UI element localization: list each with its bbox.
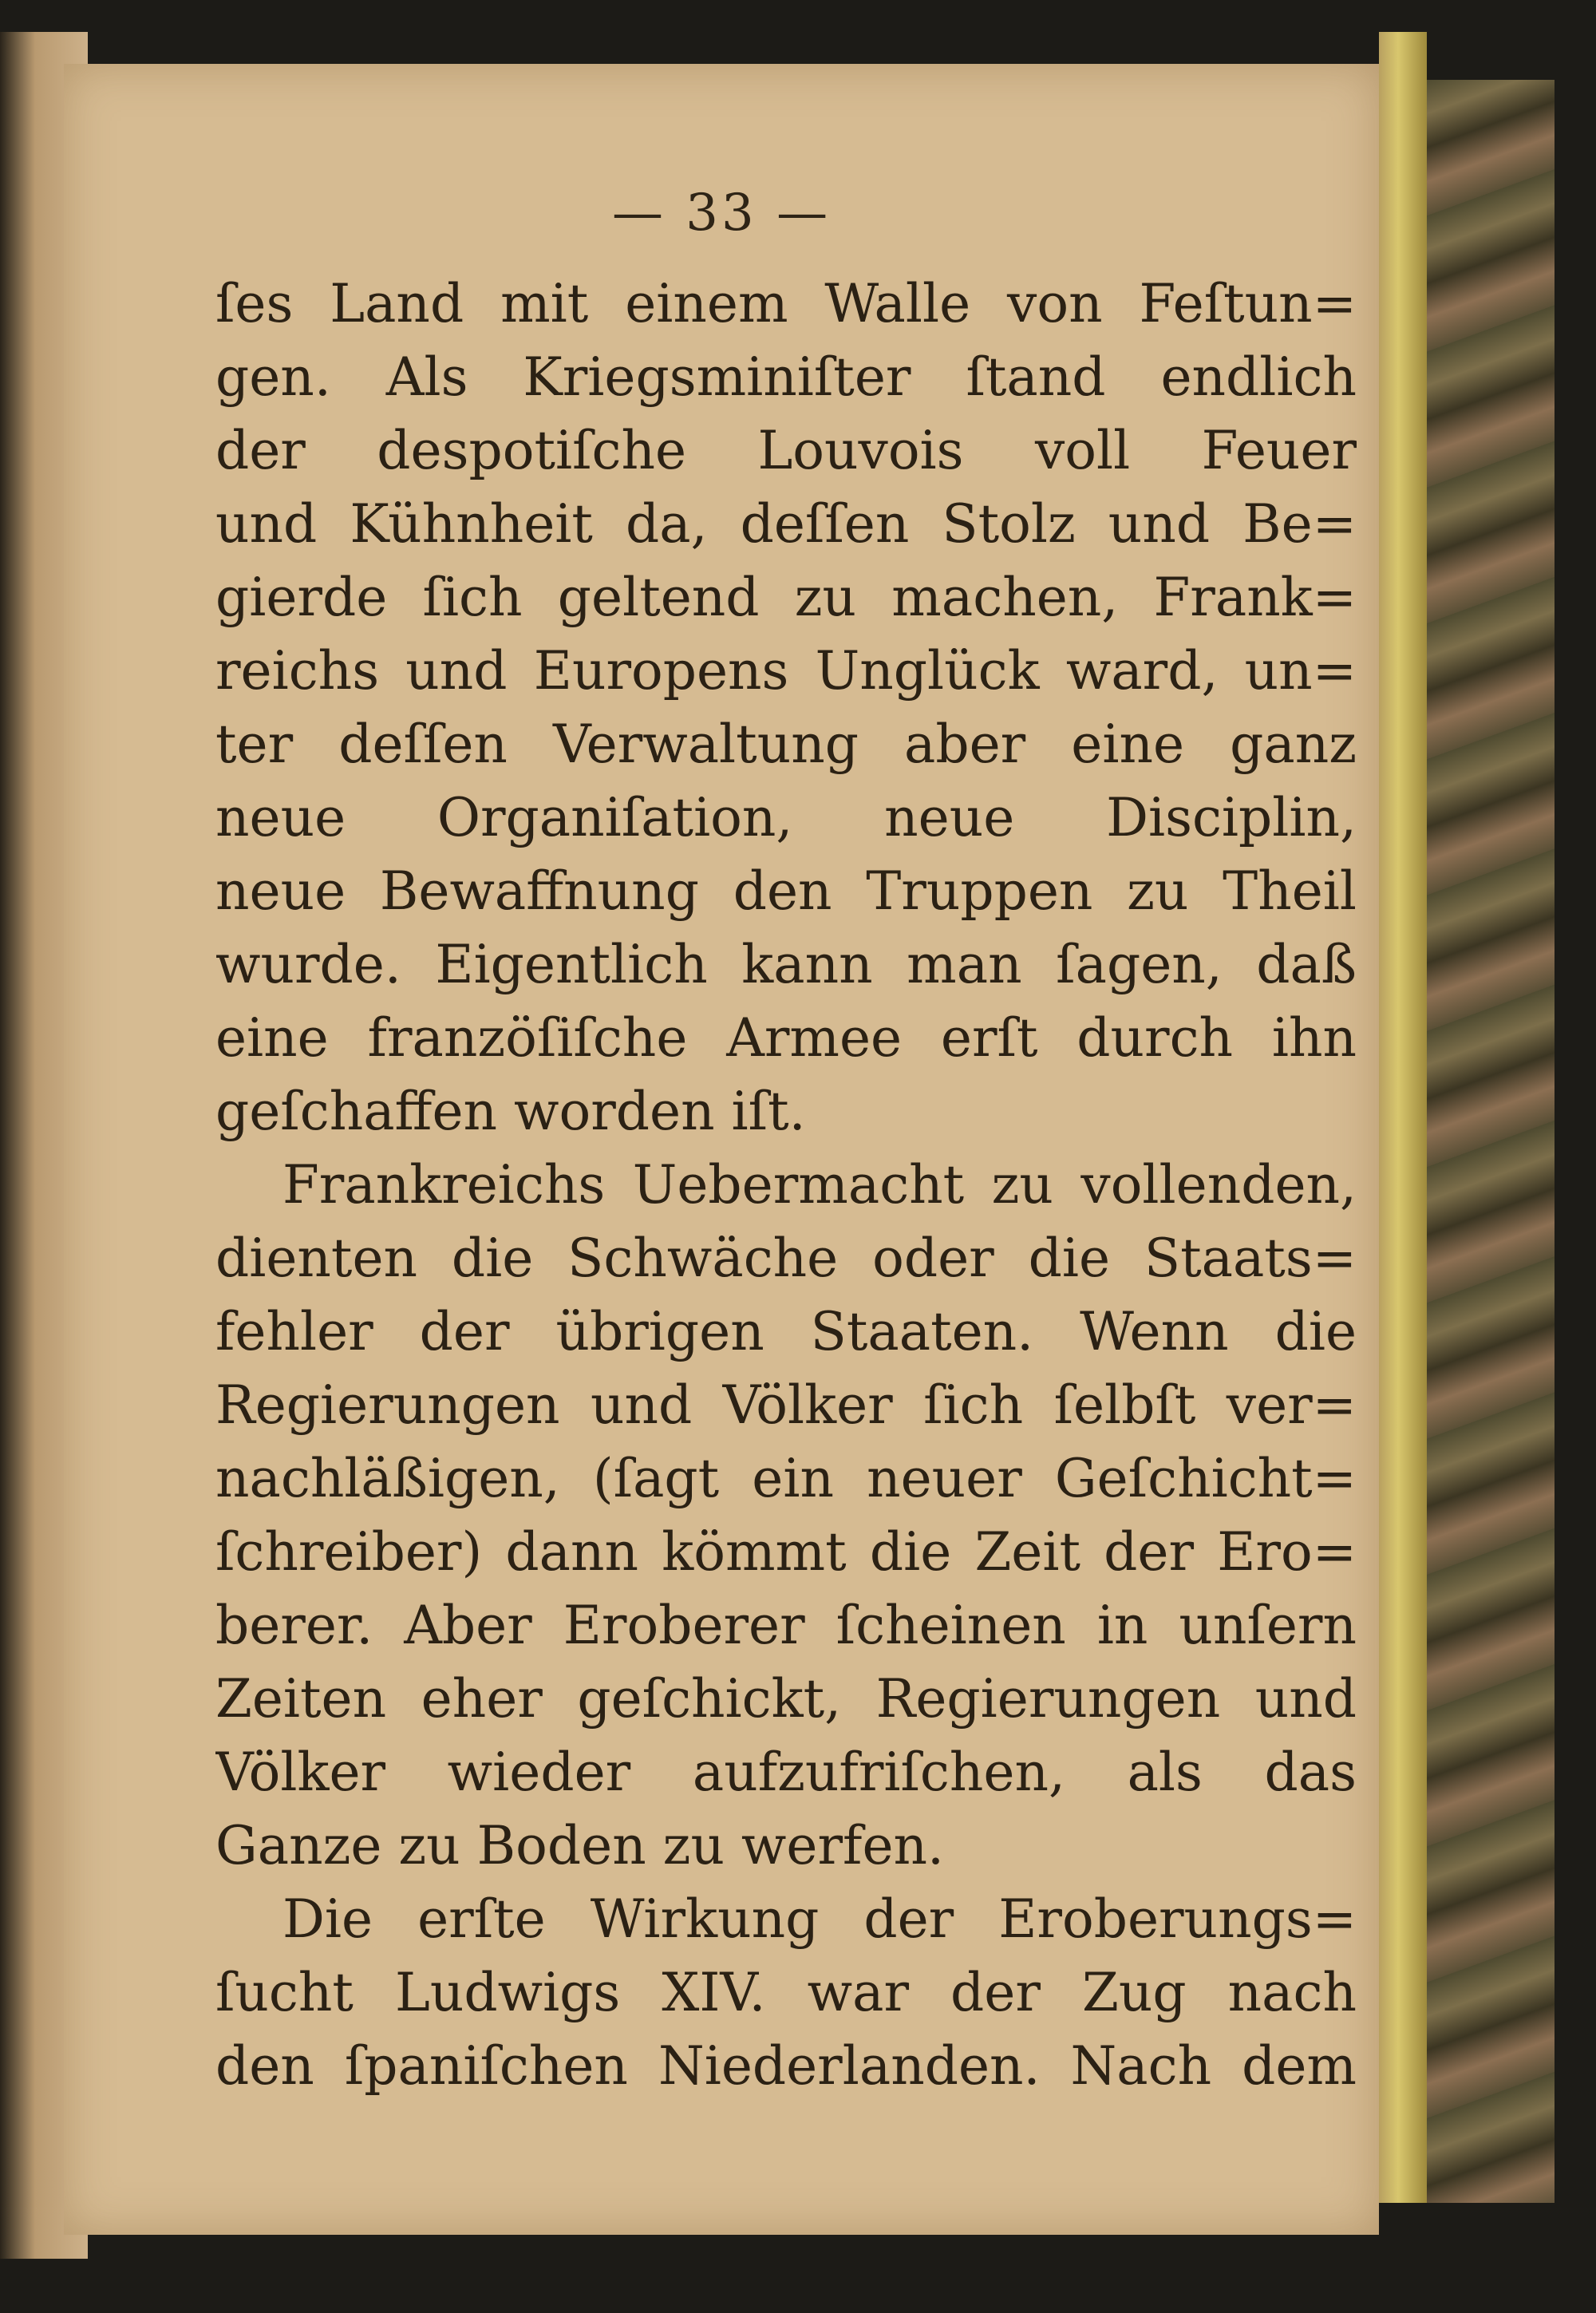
text-line: neue Organiſation, neue Disciplin, [215, 787, 1357, 848]
text-line: gierde ſich geltend zu machen, Frank= [215, 567, 1357, 628]
text-line: dienten die Schwäche oder die Staats= [215, 1228, 1357, 1289]
text-line: ter deſſen Verwaltung aber eine ganz [215, 714, 1357, 775]
text-line: eine franzöſiſche Armee erſt durch ihn [215, 1007, 1357, 1069]
text-line: fehler der übrigen Staaten. Wenn die [215, 1301, 1357, 1362]
text-line: Frankreichs Uebermacht zu vollenden, [282, 1154, 1357, 1216]
text-line: Die erſte Wirkung der Eroberungs= [282, 1888, 1357, 1950]
text-line: wurde. Eigentlich kann man ſagen, daß [215, 934, 1357, 995]
text-line: Völker wieder aufzufriſchen, als das [215, 1742, 1357, 1803]
page-number: — 33 — [611, 184, 832, 243]
text-line: den ſpaniſchen Niederlanden. Nach dem [215, 2035, 1357, 2097]
text-line: ſucht Ludwigs XIV. war der Zug nach [215, 1962, 1357, 2023]
text-line: geſchaffen worden iſt. [215, 1081, 806, 1142]
text-line: ſchreiber) dann kömmt die Zeit der Ero= [215, 1521, 1357, 1583]
book-page [64, 64, 1379, 2235]
text-line: der despotiſche Louvois voll Feuer [215, 420, 1357, 481]
text-line: berer. Aber Eroberer ſcheinen in unſern [215, 1595, 1357, 1656]
text-line: Ganze zu Boden zu werfen. [215, 1815, 945, 1876]
marbled-cover [1427, 80, 1555, 2203]
text-line: neue Bewaffnung den Truppen zu Theil [215, 860, 1357, 922]
text-line: Regierungen und Völker ſich ſelbſt ver= [215, 1374, 1357, 1436]
text-line: ſes Land mit einem Walle von Feſtun= [215, 273, 1357, 334]
page-text [215, 267, 1357, 2103]
page-block-edge [1379, 32, 1427, 2203]
text-line: gen. Als Kriegsminiſter ſtand endlich [215, 346, 1357, 408]
text-line: nachläßigen, (ſagt ein neuer Geſchicht= [215, 1448, 1357, 1509]
text-line: und Kühnheit da, deſſen Stolz und Be= [215, 493, 1357, 555]
text-line: reichs und Europens Unglück ward, un= [215, 640, 1357, 702]
text-line: Zeiten eher geſchickt, Regierungen und [215, 1668, 1357, 1730]
